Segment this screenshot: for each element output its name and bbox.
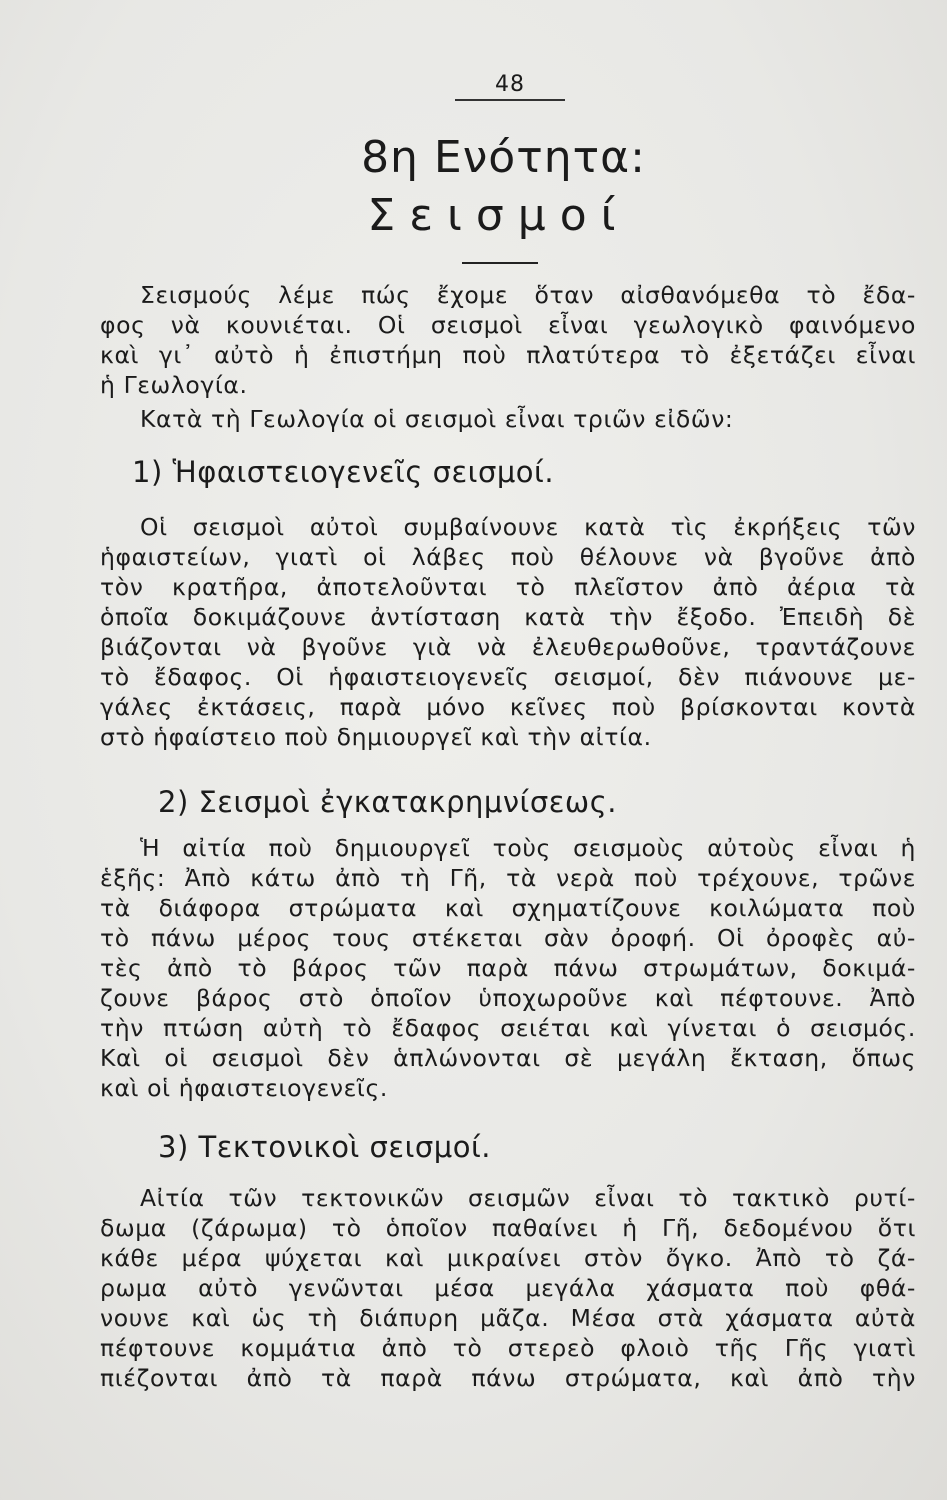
text-line: τὸ ἔδαφος. Οἱ ἡφαιστειογενεῖς σεισμοί, δὲν πιάνουνε με- [100,663,916,691]
text-line: Αἰτία τῶν τεκτονικῶν σεισμῶν εἶναι τὸ τακτικὸ ρυτί- [140,1184,916,1212]
intro-paragraph [100,280,916,434]
text-line: φος νὰ κουνιέται. Οἱ σεισμοὶ εἶναι γεωλογικὸ φαινόμενο [100,311,916,339]
text-line: πέφτουνε κομμάτια ἀπὸ τὸ στερεὸ φλοιὸ τῆς Γῆς γιατὶ [100,1334,916,1362]
section-heading-1: 1) Ἡφαιστειογενεῖς σεισμοί. [132,455,555,489]
text-line: Κατὰ τὴ Γεωλογία οἱ σεισμοὶ εἶναι τριῶν εἰδῶν: [140,405,734,433]
text-line: τὰ διάφορα στρώματα καὶ σχηματίζουνε κοιλώματα ποὺ [100,894,916,922]
text-line: τὸ πάνω μέρος τους στέκεται σὰν ὀροφή. Οἱ ὀροφὲς αὐ- [100,924,916,952]
text-line: στὸ ἡφαίστειο ποὺ δημιουργεῖ καὶ τὴν αἰτία. [100,723,652,751]
text-line: νουνε καὶ ὡς τὴ διάπυρη μᾶζα. Μέσα στὰ χάσματα αὐτὰ [100,1304,916,1332]
text-line: ἑξῆς: Ἀπὸ κάτω ἀπὸ τὴ Γῆ, τὰ νερὰ ποὺ τρέχουνε, τρῶνε [100,864,916,892]
text-line: Καὶ οἱ σεισμοὶ δὲν ἁπλώνονται σὲ μεγάλη ἔκταση, ὅπως [100,1044,916,1072]
text-line: τὴν πτώση αὐτὴ τὸ ἔδαφος σειέται καὶ γίνεται ὁ σεισμός. [100,1014,916,1042]
text-line: Ἡ αἰτία ποὺ δημιουργεῖ τοὺς σεισμοὺς αὐτοὺς εἶναι ἡ [140,834,916,862]
page-number-rule [455,99,565,101]
text-line: Σεισμούς λέμε πώς ἔχομε ὅταν αἰσθανόμεθα τὸ ἔδα- [140,281,916,309]
text-line: δωμα (ζάρωμα) τὸ ὁποῖον παθαίνει ἡ Γῆ, δεδομένου ὅτι [100,1214,916,1242]
text-line: ρωμα αὐτὸ γενῶνται μέσα μεγάλα χάσματα ποὺ φθά- [100,1274,916,1302]
text-line: ἡφαιστείων, γιατὶ οἱ λάβες ποὺ θέλουνε νὰ βγοῦνε ἀπὸ [100,543,916,571]
section-3-paragraph [100,1183,916,1393]
text-line: ζουνε βάρος στὸ ὁποῖον ὑποχωροῦνε καὶ πέφτουνε. Ἀπὸ [100,984,916,1012]
text-line: τὸν κρατῆρα, ἀποτελοῦνται τὸ πλεῖστον ἀπὸ ἀέρια τὰ [100,573,916,601]
unit-title: 8η Ενότητα: [361,132,646,183]
section-2-paragraph [100,833,916,1103]
text-line: Οἱ σεισμοὶ αὐτοὶ συμβαίνουνε κατὰ τὶς ἐκρήξεις τῶν [140,513,916,541]
text-line: βιάζονται νὰ βγοῦνε γιὰ νὰ ἐλευθερωθοῦνε, τραντάζουνε [100,633,916,661]
page-number: 48 [495,72,525,97]
text-line: ἡ Γεωλογία. [100,371,248,399]
text-line: καὶ γι᾽ αὐτὸ ἡ ἐπιστήμη ποὺ πλατύτερα τὸ ἐξετάζει εἶναι [100,341,916,369]
text-line: καὶ οἱ ἡφαιστειογενεῖς. [100,1074,388,1102]
section-1-paragraph [100,512,916,752]
title-divider [462,262,538,264]
text-line: τὲς ἀπὸ τὸ βάρος τῶν παρὰ πάνω στρωμάτων, δοκιμά- [100,954,916,982]
text-line: γάλες ἐκτάσεις, παρὰ μόνο κεῖνες ποὺ βρίσκονται κοντὰ [100,693,916,721]
page-number-block [455,72,565,101]
section-heading-3: 3) Τεκτονικοὶ σεισμοί. [158,1130,492,1164]
text-line: πιέζονται ἀπὸ τὰ παρὰ πάνω στρώματα, καὶ ἀπὸ τὴν [100,1364,916,1392]
text-line: κάθε μέρα ψύχεται καὶ μικραίνει στὸν ὄγκο. Ἀπὸ τὸ ζά- [100,1244,916,1272]
text-line: ὁποῖα δοκιμάζουνε ἀντίσταση κατὰ τὴν ἔξοδο. Ἐπειδὴ δὲ [100,603,916,631]
chapter-title: Σεισμοί [367,190,630,241]
section-heading-2: 2) Σεισμοὶ ἐγκατακρημνίσεως. [158,785,617,819]
